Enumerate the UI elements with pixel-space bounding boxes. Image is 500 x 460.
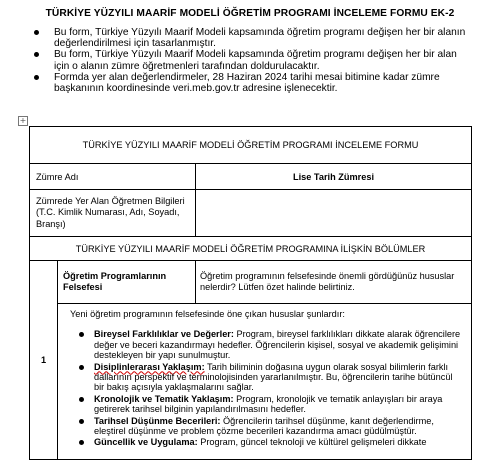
answer-item-heading: Güncellik ve Uygulama: [94,437,198,448]
answer-item-text: Program, güncel teknoloji ve kültürel gelişmeleri dikkate [197,437,427,448]
bullet-icon [34,52,39,57]
answer-item-text: Program, bireysel farklılıkları dikkate alarak öğrencilere değer ve beceri kazandırmayı hedefler. Öğrencilerin kişisel, sosyal ve akademik gelişimini destekleyen bir yapı sunulmuştur. [94,329,461,361]
answer-item-heading: Bireysel Farklılıklar ve Değerler: [94,329,234,340]
bullet-icon [79,332,84,337]
bullet-icon [79,419,84,424]
answer-bullet-item [64,362,465,393]
answer-bullet-item [64,329,465,360]
inspection-form-table [29,126,472,460]
answer-bullet-item [64,394,465,415]
answer-intro: Yeni öğretim programının felsefesinde öne çıkan hususlar şunlardır: [70,309,345,319]
answer-item-text: Tarih biliminin doğasına uygun olarak sosyal bilimlerin farklı dallarının perspektif ve terminolojisinden yararlanılmıştır. Bu, öğrencilerin tarihe bütüncül bir bakış açısıyla yaklaşmalarını sağlar. [94,361,453,393]
intro-bullet-text: Bu form, Türkiye Yüzyılı Maarif Modeli kapsamında öğretim programı değişen her bir alanın değerlendirilmesi için tasarlanmıştır. [54,27,466,50]
sections-title: TÜRKİYE YÜZYILI MAARİF MODELİ ÖĞRETİM PROGRAMINA İLİŞKİN BÖLÜMLER [30,237,472,261]
row-number: 1 [30,261,58,460]
row-question: Öğretim programının felsefesinde önemli gördüğünüz hususlar nelerdir? Lütfen özet halinde belirtiniz. [196,261,472,304]
bullet-icon [79,440,84,445]
intro-bullet-text: Bu form, Türkiye Yüzyılı Maarif Modeli kapsamında öğretim programı değişen her bir alan için o alanın zümre öğretmenleri tarafından doldurulacaktır. [54,49,457,72]
answer-item-heading: Tarihsel Düşünme Becerileri: [94,415,221,426]
document-title: TÜRKİYE YÜZYILI MAARİF MODELİ ÖĞRETİM PROGRAMI İNCELEME FORMU EK-2 [45,8,455,19]
intro-bullet-item [30,27,470,49]
zumre-value-cell[interactable]: Lise Tarih Zümresi [196,164,472,190]
answer-item-text: Öğrencilerin tarihsel düşünme, kanıt değerlendirme, eleştirel düşünme ve problem çözme becerileri kazandırma amacı güdülmüştür. [94,415,434,437]
bullet-icon [34,30,39,35]
answer-bullet-list [64,329,465,447]
bullet-icon [34,75,39,80]
answer-bullet-item [64,416,465,437]
bullet-icon [79,365,84,370]
answer-item-heading: Disiplinlerarası Yaklaşım: [94,361,205,372]
answer-item-text: Program, kronolojik ve tematik anlayışları bir araya getirerek tarihsel bilginin yapılandırılmasını hedefler. [94,393,443,415]
table-move-handle-icon[interactable]: + [19,116,27,125]
answer-cell[interactable] [58,304,472,460]
bullet-icon [79,397,84,402]
teacher-info-cell[interactable] [196,190,472,237]
intro-bullet-list [30,27,470,94]
intro-bullet-text: Formda yer alan değerlendirmeler, 28 Haziran 2024 tarihi mesai bitimine kadar zümre başkanının koordinesinde veri.meb.gov.tr adresine işlenecektir. [54,71,440,95]
intro-bullet-item [30,72,470,94]
teacher-info-label: Zümrede Yer Alan Öğretmen Bilgileri (T.C. Kimlik Numarası, Adı, Soyadı, Branşı) [30,190,196,237]
answer-item-heading: Kronolojik ve Tematik Yaklaşım: [94,393,234,404]
row-title: Öğretim Programlarının Felsefesi [58,261,196,304]
zumre-label: Zümre Adı [30,164,196,190]
intro-bullet-item [30,49,470,71]
answer-bullet-item [64,437,465,447]
form-table-header: TÜRKİYE YÜZYILI MAARİF MODELİ ÖĞRETİM PROGRAMI İNCELEME FORMU [30,127,472,164]
